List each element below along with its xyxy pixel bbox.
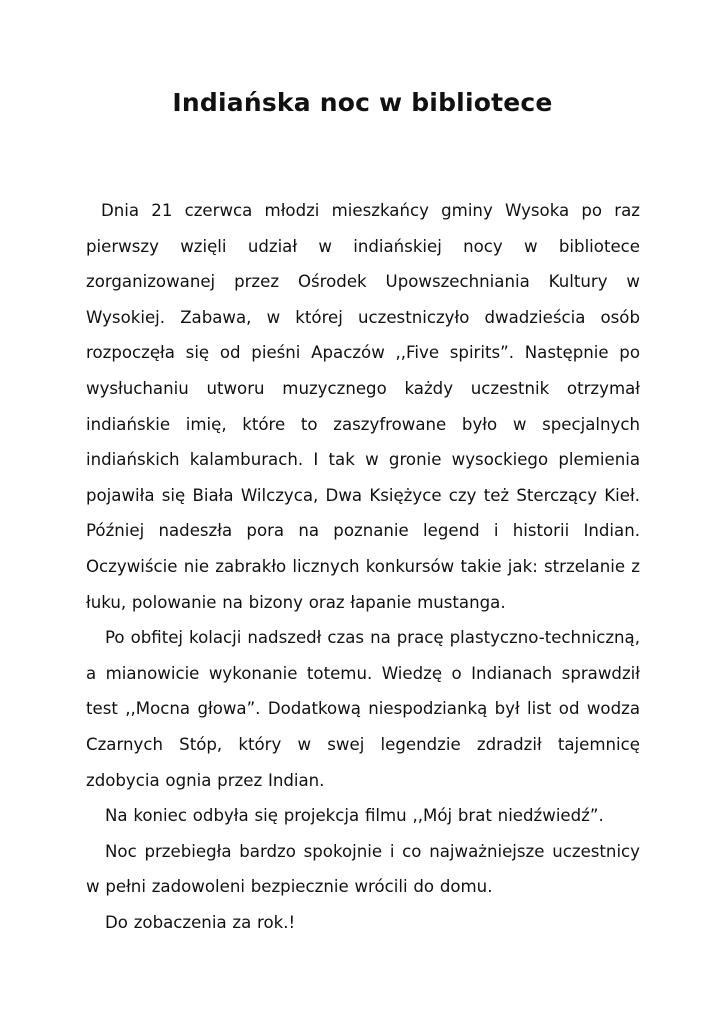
article-body [86, 193, 640, 940]
paragraph-5: Do zobaczenia za rok.! [105, 912, 296, 932]
paragraph-1: Dnia 21 czerwca młodzi mieszkańcy gminy Wysoka po raz pierwszy wzięli udział w indiańskiej nocy w bibliotece zorganizowanej przez Ośrodek Upowszechniania Kultury w Wysokiej. Zabawa, w której uczestniczyło dwadzieścia osób rozpoczęła się od pieśni Apaczów ,,Five spirits”. Następnie po wysłuchaniu utworu muzycznego każdy uczestnik otrzymał indiańskie imię, które to zaszyfrowane było w specjalnych indiańskich kalamburach. I tak w gronie wysockiego plemienia pojawiła się Biała Wilczyca, Dwa Księżyce czy też Sterczący Kieł. Później nadeszła pora na poznanie legend i historii Indian. Oczywiście nie zabrakło licznych konkursów takie jak: strzelanie z łuku, polowanie na bizony oraz łapanie mustanga. [86, 201, 640, 612]
paragraph-4: Noc przebiegła bardzo spokojnie i co najważniejsze uczestnicy w pełni zadowoleni bezpiecznie wrócili do domu. [86, 841, 640, 897]
document-title: Indiańska noc w bibliotece [172, 88, 553, 117]
paragraph-3: Na koniec odbyła się projekcja filmu ,,Mój brat niedźwiedź”. [105, 806, 604, 826]
paragraph-2: Po obfitej kolacji nadszedł czas na pracę plastyczno-techniczną, a mianowicie wykonanie totemu. Wiedzę o Indianach sprawdził test ,,Mocna głowa”. Dodatkową niespodzianką był list od wodza Czarnych Stóp, który w swej legendzie zdradził tajemnicę zdobycia ognia przez Indian. [86, 628, 640, 790]
